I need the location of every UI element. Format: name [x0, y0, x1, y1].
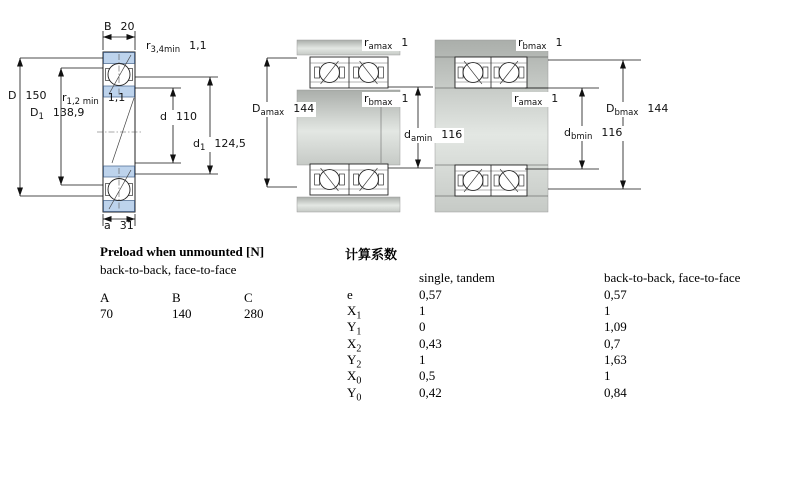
factors-col1-header: single, tandem: [419, 270, 495, 285]
preload-col-A: A: [100, 290, 110, 305]
preload-title: Preload when unmounted [N]: [100, 244, 265, 259]
dim-label-damin: $d_{amin}$ 116: [404, 128, 463, 144]
factors-col2-header: back-to-back, face-to-face: [604, 270, 741, 285]
preload-subtitle: back-to-back, face-to-face: [100, 262, 237, 277]
dim-label-rbmax-mid: $r_{bmax}$ 1: [364, 92, 409, 108]
middle-arrangement-drawing: [267, 40, 433, 212]
dim-label-d: d 110: [160, 110, 197, 123]
dim-label-r34min: $r_{3,4min}$ 1,1: [146, 39, 207, 55]
dim-label-Damax: $D_{amax}$ 144: [252, 102, 315, 118]
dim-label-B: B 20: [104, 20, 135, 33]
dim-label-rbmax-right: $r_{bmax}$ 1: [518, 36, 563, 52]
dim-label-ramax-right: $r_{amax}$ 1: [514, 92, 559, 108]
dim-label-a: a 31: [104, 219, 134, 232]
preload-col-B: B: [172, 290, 181, 305]
preload-value-B: 140: [172, 306, 192, 321]
preload-value-A: 70: [100, 306, 113, 321]
dim-label-D1: $D_1$ 138,9: [30, 106, 85, 122]
dim-label-Dbmax: $D_{bmax}$ 144: [606, 102, 669, 118]
dim-label-ramax-mid: $r_{amax}$ 1: [364, 36, 409, 52]
dim-label-r12min: $r_{1,2 min}$ 1,1: [62, 91, 126, 107]
dim-label-D: D 150: [8, 89, 47, 102]
dim-label-d1: $d_1$ 124,5: [193, 137, 246, 153]
left-bearing-drawing: [20, 31, 218, 226]
dim-label-dbmin: $d_{bmin}$ 116: [564, 126, 623, 142]
factors-title: 计算系数: [345, 247, 398, 262]
preload-col-C: C: [244, 290, 253, 305]
preload-value-C: 280: [244, 306, 264, 321]
bearing-datasheet-page: B 20 $r_{3,4min}$ 1,1 $r_{1,2 min}$ 1,1 D 150 $D_1$ 138,9 d 110 $d_1$ 124,5 a 31 $r_{amax}$ 1 $D_{amax}$ 144 $r_{bmax}$ 1 $d_{amin}$ 116 $r_{bmax}$ 1 $r_{amax}$ 1 $d_{bmin}$ 116 $D_{bmax}$ 144 Preload when unmounted [N] back-to-back, face-to-face A B C 70 140 280 计算系数 single, tandem back-to-back, face-to-face e 0,57 0,57 $X_1$ 1 1 $Y_1$ 0 1,09 $X_2$ 0,43 0,7 $Y_2$ 1 1,63 $X_0$ 0,5 1 $Y_0$ 0,42 0,84: [0, 0, 800, 500]
